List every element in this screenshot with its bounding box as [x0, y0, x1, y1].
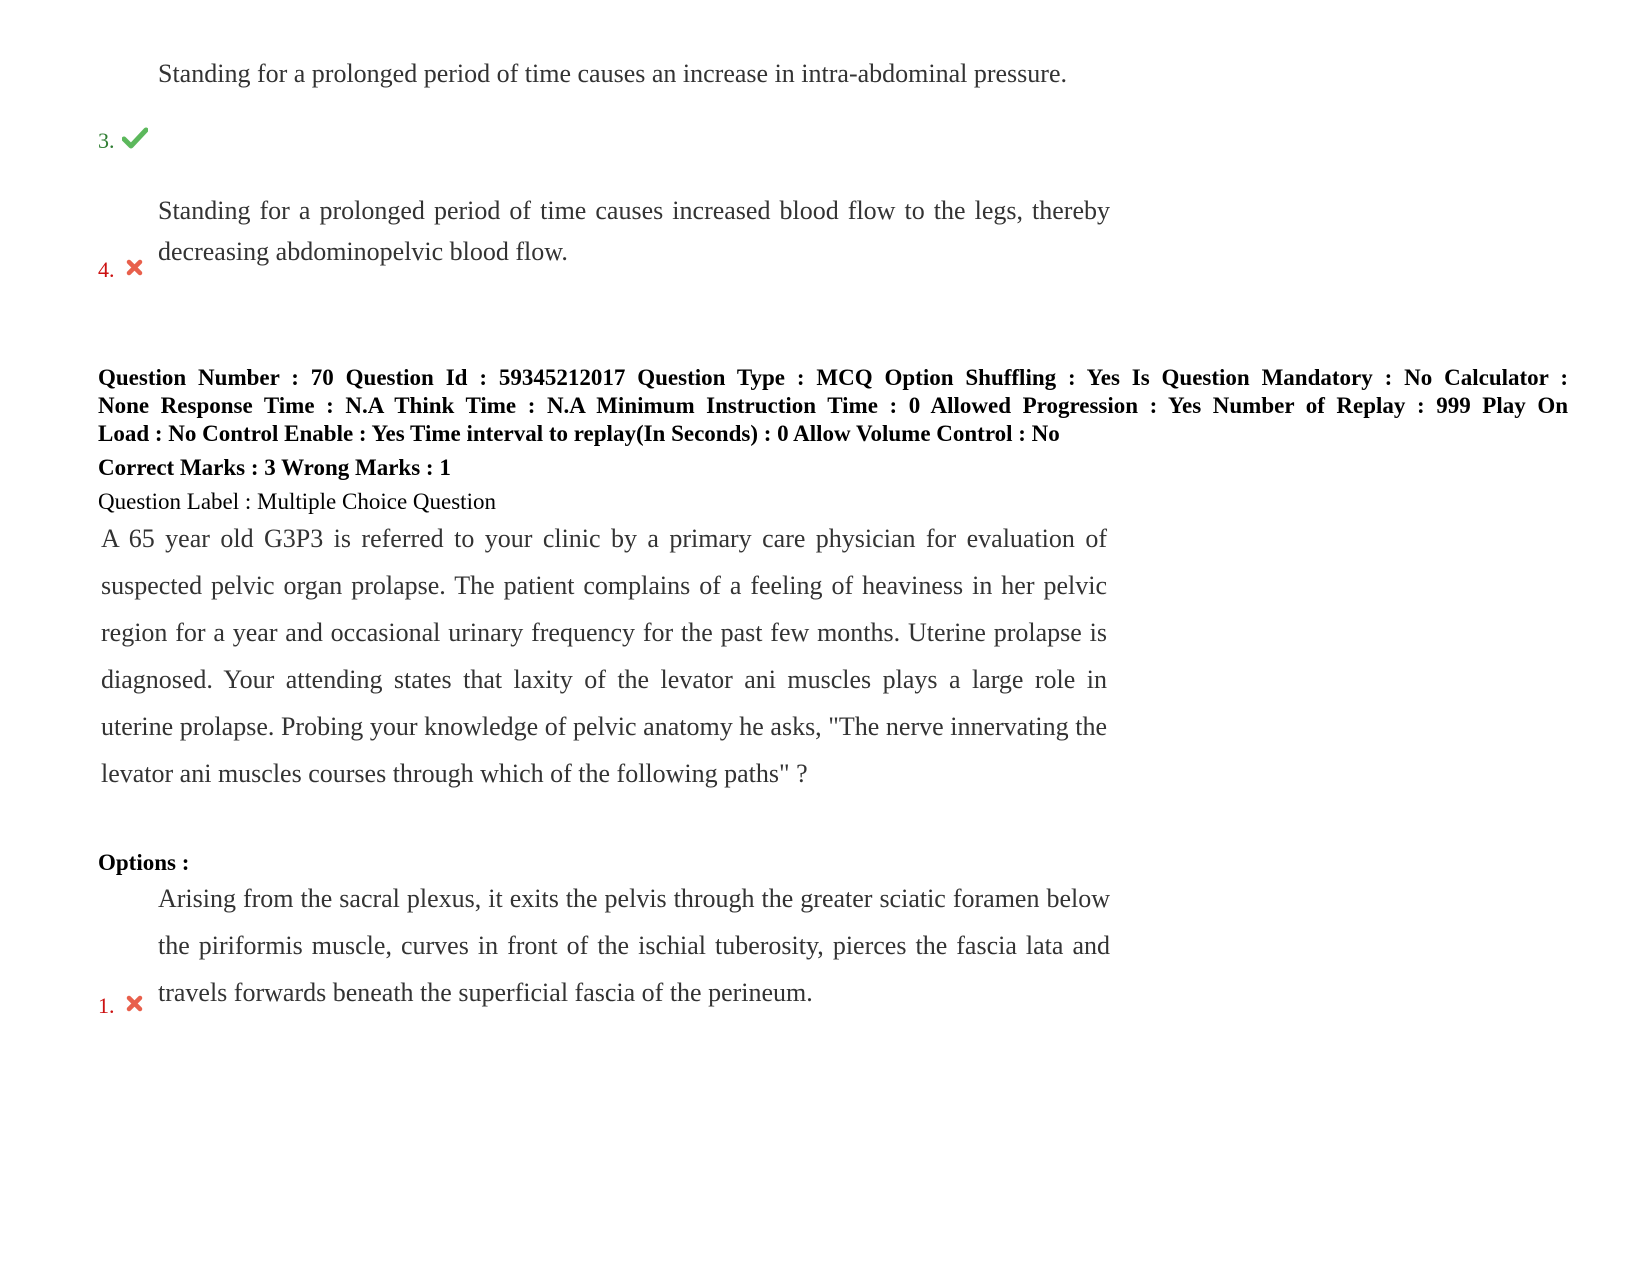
question-metadata	[98, 364, 1568, 448]
check-icon	[122, 127, 148, 149]
option-4-number: 4.	[98, 257, 115, 282]
marks-line: Correct Marks : 3 Wrong Marks : 1	[98, 455, 451, 480]
metadata-line-2: None Response Time : N.A Think Time : N.A Minimum Instruction Time : 0 Allowed Progression : Yes Number of Replay : 999 Play On	[98, 393, 1568, 418]
option-1-text: Arising from the sacral plexus, it exits the pelvis through the greater sciatic foramen below the piriformis muscle, curves in front of the ischial tuberosity, pierces the fascia lata and travels forwards beneath the superficial fascia of the perineum.	[158, 884, 1110, 1007]
option-3-text: Standing for a prolonged period of time causes an increase in intra-abdominal pressure.	[158, 59, 1067, 88]
cross-icon	[126, 259, 143, 276]
question-text: A 65 year old G3P3 is referred to your clinic by a primary care physician for evaluation of suspected pelvic organ prolapse. The patient complains of a feeling of heaviness in her pelvic region for a year and occasional urinary frequency for the past few months. Uterine prolapse is diagnosed. Your attending states that laxity of the levator ani muscles plays a large role in uterine prolapse. Probing your knowledge of pelvic anatomy he asks, "The nerve innervating the levator ani muscles courses through which of the following paths" ?	[101, 524, 1107, 788]
cross-icon	[126, 995, 143, 1012]
metadata-line-3: Load : No Control Enable : Yes Time interval to replay(In Seconds) : 0 Allow Volume Control : No	[98, 421, 1060, 446]
option-4-text: Standing for a prolonged period of time causes increased blood flow to the legs, thereby decreasing abdominopelvic blood flow.	[158, 196, 1110, 266]
question-label: Question Label : Multiple Choice Question	[98, 489, 496, 514]
metadata-line-1: Question Number : 70 Question Id : 59345212017 Question Type : MCQ Option Shuffling : Yes Is Question Mandatory : No Calculator :	[98, 365, 1568, 390]
option-1-number: 1.	[98, 993, 115, 1018]
option-3-number: 3.	[98, 128, 115, 153]
options-heading: Options :	[98, 850, 190, 875]
